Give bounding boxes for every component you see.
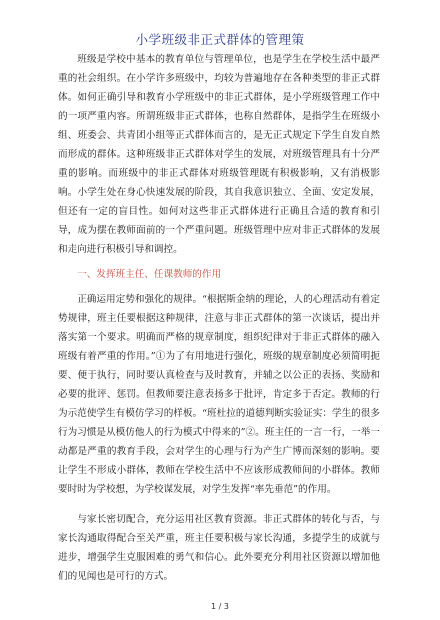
section-paragraph-2: 与家长密切配合，充分运用社区教育资源。非正式群体的转化与否，与家长沟通取得配合至关严重，班主任要积极与家长沟通，多提学生的成就与进步，增强学生克服困难的勇气和信心。此外要充分利用社区资源以增加他们的见闻也是可行的方式。 <box>58 514 380 582</box>
page-number: 1 / 3 <box>211 602 229 611</box>
document-title: 小学班级非正式群体的管理策 <box>135 32 305 47</box>
section-paragraph-1: 正确运用定势和强化的规律。“根据斯金纳的理论，人的心理活动有着定势规律，班主任要根据这种规律，注意与非正式群体的第一次谈话，提出并落实第一个要求。明确而严格的规章制度，组织纪律对于非正式群体的融入班级有着严重的作用。”①为了有用地进行强化，班级的规章制度必须简明扼要、便于执行，同时要认真检查与及时教育，并辅之以公正的表扬、奖励和必要的批评、惩罚。但教师要注意表扬多于批评，肯定多于否定。教师的行为示范使学生有模仿学习的样板。“班杜拉的道德判断实验证实：学生的很多行为习惯是从模仿他人的行为模式中得来的”②。班主任的一言一行，一举一动都是严重的教育手段，会对学生的心理与行为产生广博而深刻的影响。要让学生不形成小群体，教师在学校生活中不应该形成教师间的小群体。教师要时时为学校想，为学校谋发展，对学生发挥“率先垂范”的作用。 <box>58 294 380 495</box>
intro-paragraph: 班级是学校中基本的教育单位与管理单位，也是学生在学校生活中最严重的社会组织。在小学许多班级中，均较为普遍地存在各种类型的非正式群体。如何正确引导和教育小学班级中的非正式群体，是小学班级管理工作中的一项严重内容。所谓班级非正式群体，也称自然群体，是指学生在班级小组、班委会、共青团小组等正式群体而言的，是无正式规定下学生自发自然而形成的群体。这种班级非正式群体对学生的发展，对班级管理具有十分严重的影响。而班级中的非正式群体对班级管理既有积极影响，又有消极影响。小学生处在身心快速发展的阶段，其自我意识独立、全面、安定发展，但还有一定的盲目性。如何对这些非正式群体进行正确且合适的教育和引导，成为摆在教师面前的一个严重问题。班级管理中应对非正式群体的发展和走向进行积极引导和调控。 <box>58 54 380 255</box>
document-body <box>58 50 380 586</box>
section-heading: 一、发挥班主任、任课教师的作用 <box>77 269 222 280</box>
paragraph-gap <box>58 499 380 510</box>
